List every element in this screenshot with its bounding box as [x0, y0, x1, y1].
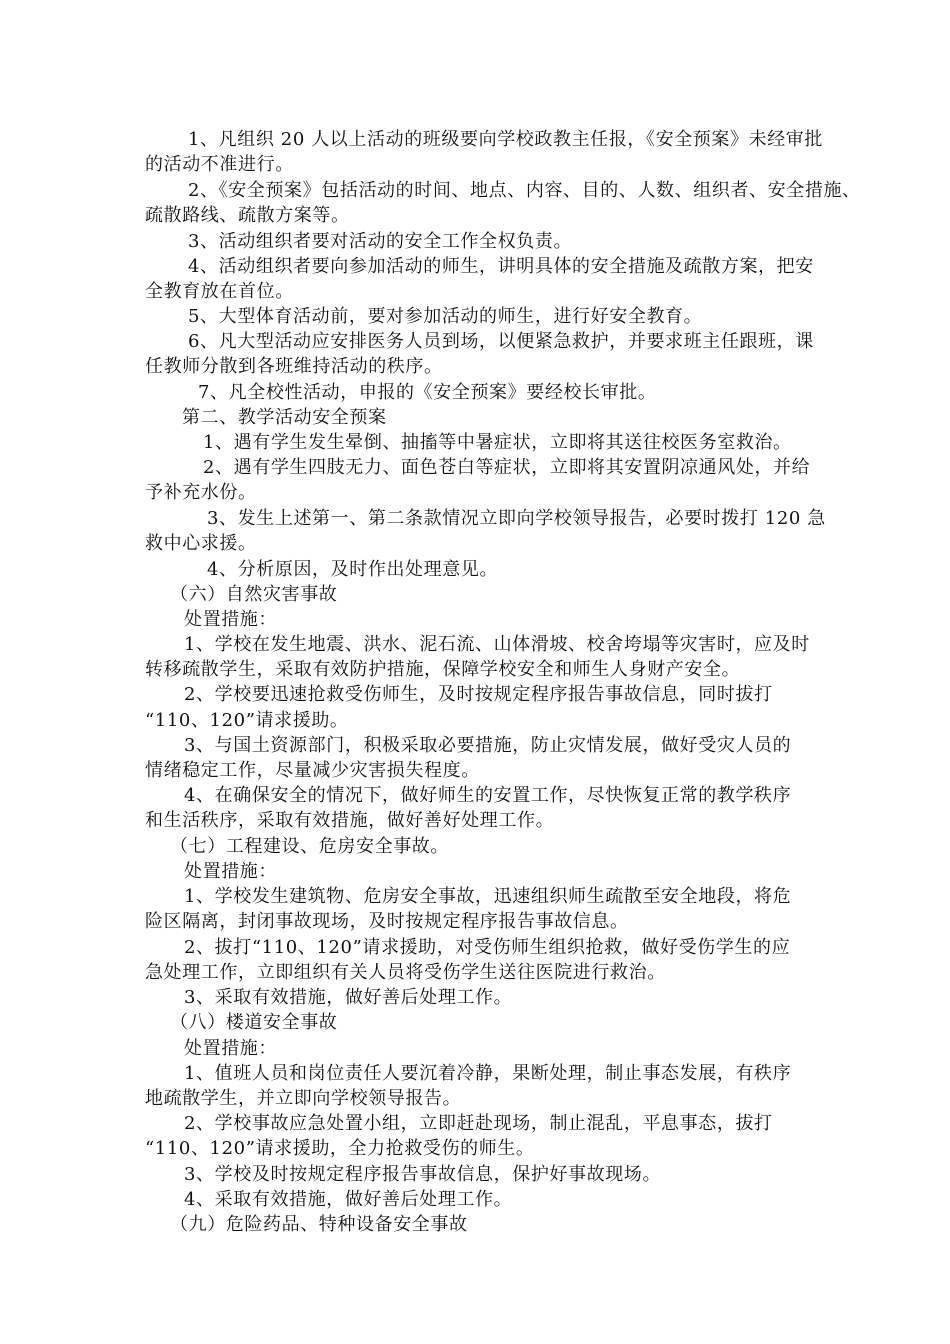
text-line: 3、与国土资源部门，积极采取必要措施，防止灾情发展，做好受灾人员的 [184, 735, 792, 756]
text-line: 2、拔打“110、120”请求援助，对受伤师生组织抢救，做好受伤学生的应 [184, 937, 791, 958]
text-line: 4、采取有效措施，做好善后处理工作。 [184, 1189, 513, 1210]
text-line: 3、发生上述第一、第二条款情况立即向学校领导报告，必要时拨打 120 急 [207, 508, 826, 529]
text-line: 3、学校及时按规定程序报告事故信息，保护好事故现场。 [184, 1164, 662, 1185]
text-line: 情绪稳定工作，尽量减少灾害损失程度。 [145, 760, 480, 781]
section-heading: （六）自然灾害事故 [170, 584, 338, 605]
text-line: 任教师分散到各班维持活动的秩序。 [145, 356, 443, 377]
section-heading: （八）楼道安全事故 [170, 1012, 338, 1033]
text-line: 4、分析原因，及时作出处理意见。 [207, 559, 499, 580]
text-line: 1、遇有学生发生晕倒、抽搐等中暑症状，立即将其送往校医务室救治。 [203, 432, 792, 453]
text-line: 2、《安全预案》包括活动的时间、地点、内容、目的、人数、组织者、安全措施、 [188, 180, 861, 201]
text-line: 疏散路线、疏散方案等。 [145, 205, 350, 226]
text-line: 1、学校在发生地震、洪水、泥石流、山体滑坡、校舍垮塌等灾害时，应及时 [184, 634, 810, 655]
subheading: 处置措施： [184, 1038, 277, 1059]
text-line: 救中心求援。 [145, 533, 257, 554]
section-heading: 第二、教学活动安全预案 [182, 407, 387, 428]
section-heading: （七）工程建设、危房安全事故。 [170, 836, 449, 857]
text-line: 2、遇有学生四肢无力、面色苍白等症状，立即将其安置阴凉通风处，并给 [203, 457, 811, 478]
text-line: 3、采取有效措施，做好善后处理工作。 [184, 987, 513, 1008]
subheading: 处置措施： [184, 861, 277, 882]
text-line: 3、活动组织者要对活动的安全工作全权负责。 [188, 231, 573, 252]
text-line: 1、值班人员和岗位责任人要沉着冷静，果断处理，制止事态发展，有秩序 [184, 1063, 792, 1084]
text-line: 地疏散学生，并立即向学校领导报告。 [145, 1088, 462, 1109]
text-line: 4、在确保安全的情况下，做好师生的安置工作，尽快恢复正常的教学秩序 [184, 785, 792, 806]
text-line: 4、活动组织者要向参加活动的师生，讲明具体的安全措施及疏散方案，把安 [188, 256, 814, 277]
text-line: 1、凡组织 20 人以上活动的班级要向学校政教主任报，《安全预案》未经审批 [188, 129, 823, 150]
text-line: “110、120”请求援助。 [145, 710, 349, 731]
text-line: “110、120”请求援助，全力抢救受伤的师生。 [145, 1138, 535, 1159]
text-line: 急处理工作，立即组织有关人员将受伤学生送往医院进行救治。 [145, 962, 666, 983]
text-line: 5、大型体育活动前，要对参加活动的师生，进行好安全教育。 [188, 306, 703, 327]
subheading: 处置措施： [184, 609, 277, 630]
text-line: 2、学校事故应急处置小组，立即赶赴现场，制止混乱，平息事态，拔打 [184, 1113, 773, 1134]
text-line: 6、凡大型活动应安排医务人员到场，以便紧急救护，并要求班主任跟班，课 [188, 331, 814, 352]
section-heading: （九）危险药品、特种设备安全事故 [170, 1214, 468, 1235]
text-line: 险区隔离，封闭事故现场，及时按规定程序报告事故信息。 [145, 911, 629, 932]
text-line: 和生活秩序，采取有效措施，做好善好处理工作。 [145, 810, 555, 831]
text-line: 的活动不准进行。 [145, 154, 294, 175]
text-line: 1、学校发生建筑物、危房安全事故，迅速组织师生疏散至安全地段，将危 [184, 886, 792, 907]
text-line: 转移疏散学生，采取有效防护措施，保障学校安全和师生人身财产安全。 [145, 659, 741, 680]
text-line: 7、凡全校性活动，申报的《安全预案》要经校长审批。 [198, 382, 657, 403]
text-line: 2、学校要迅速抢救受伤师生，及时按规定程序报告事故信息，同时拔打 [184, 684, 773, 705]
text-line: 全教育放在首位。 [145, 281, 294, 302]
text-line: 予补充水份。 [145, 482, 257, 503]
